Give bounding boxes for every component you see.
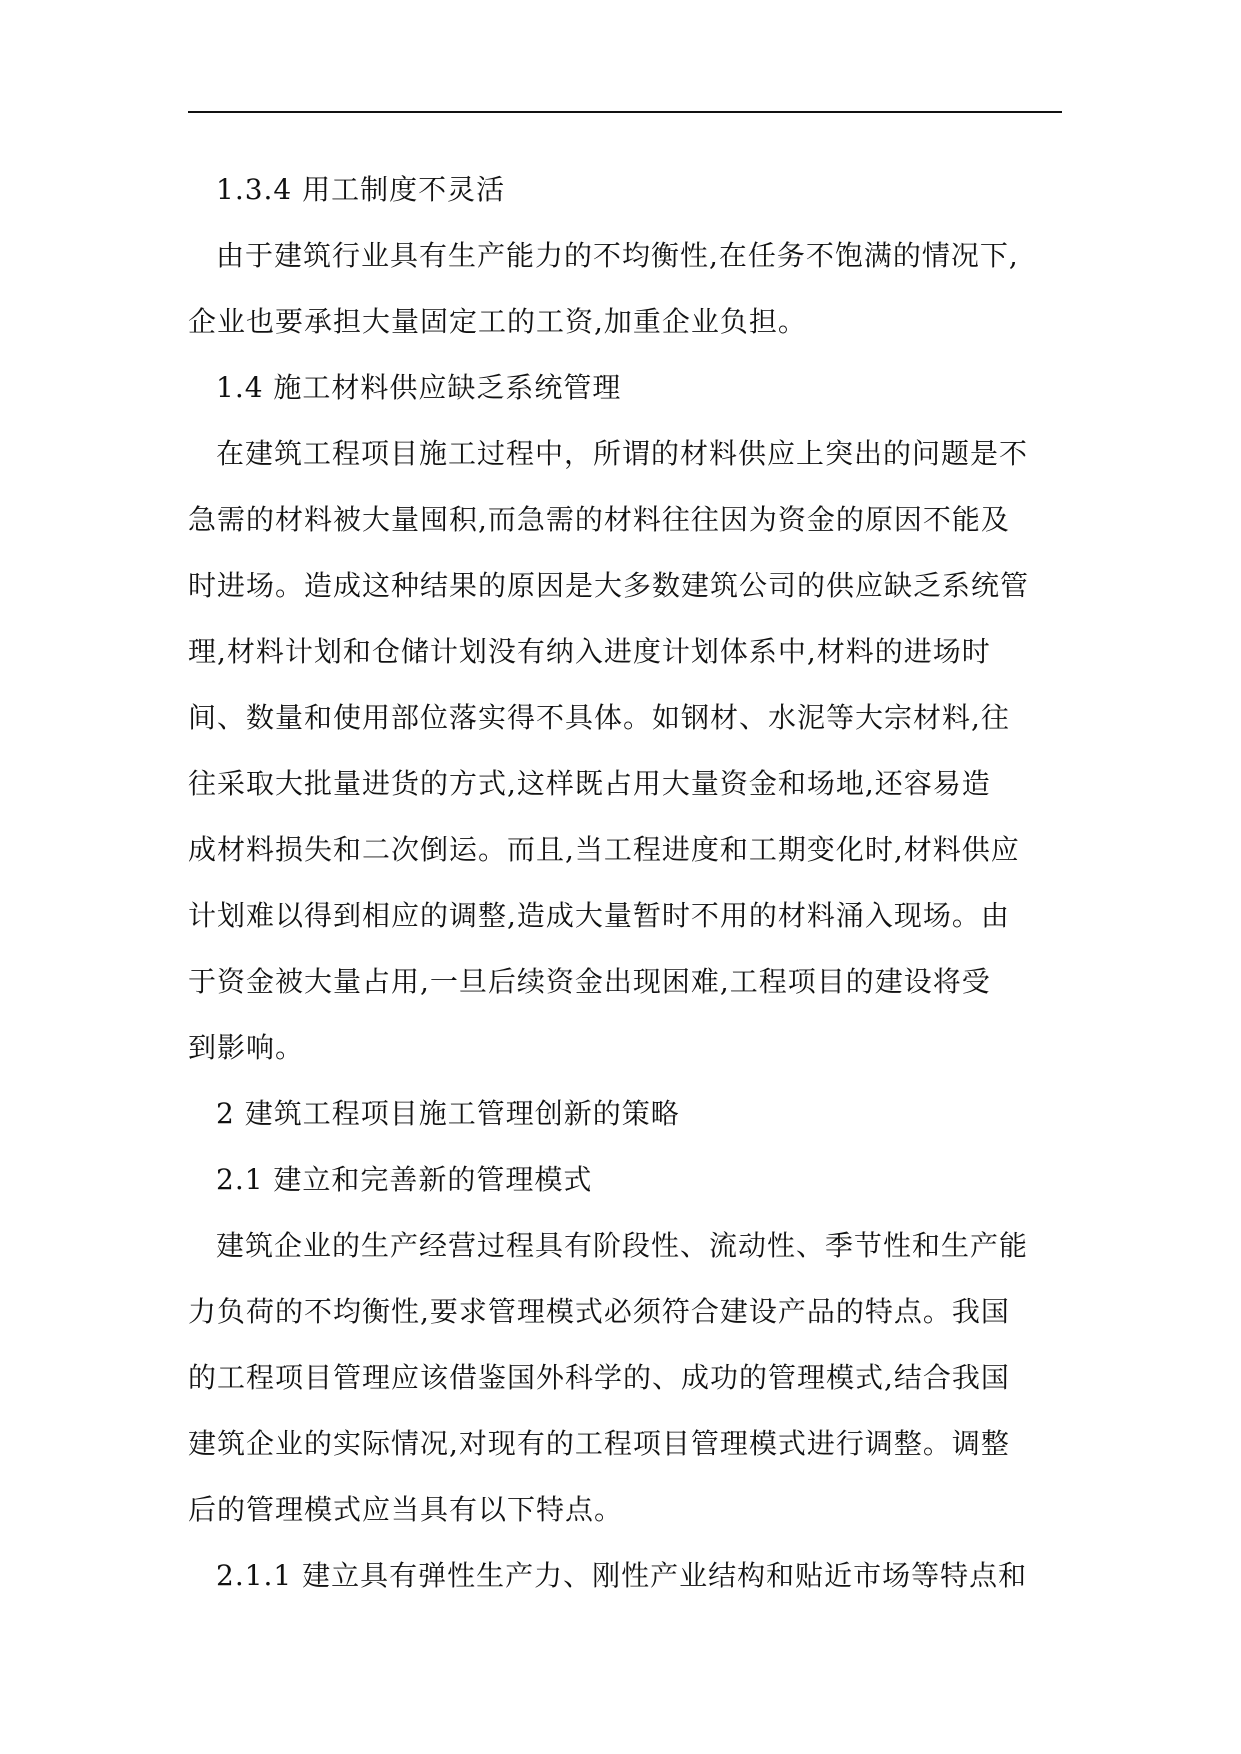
paragraph-line: 急需的材料被大量囤积,而急需的材料往往因为资金的原因不能及 bbox=[188, 503, 1010, 536]
subheading-1-4: 1.4 施工材料供应缺乏系统管理 bbox=[216, 371, 622, 404]
paragraph-line: 由于建筑行业具有生产能力的不均衡性,在任务不饱满的情况下, bbox=[216, 239, 1019, 272]
subheading-2-1-1: 2.1.1 建立具有弹性生产力、刚性产业结构和贴近市场等特点和 bbox=[216, 1559, 1028, 1592]
paragraph-line: 企业也要承担大量固定工的工资,加重企业负担。 bbox=[188, 305, 807, 338]
paragraph-line: 到影响。 bbox=[188, 1031, 305, 1064]
header-rule bbox=[188, 111, 1062, 113]
paragraph-line: 在建筑工程项目施工过程中，所谓的材料供应上突出的问题是不 bbox=[216, 437, 1029, 470]
paragraph-line: 理,材料计划和仓储计划没有纳入进度计划体系中,材料的进场时 bbox=[188, 635, 991, 668]
paragraph-line: 建筑企业的生产经营过程具有阶段性、流动性、季节性和生产能 bbox=[216, 1229, 1029, 1262]
subheading-2-1: 2.1 建立和完善新的管理模式 bbox=[216, 1163, 593, 1196]
paragraph-line: 成材料损失和二次倒运。而且,当工程进度和工期变化时,材料供应 bbox=[188, 833, 1020, 866]
paragraph-line: 间、数量和使用部位落实得不具体。如钢材、水泥等大宗材料,往 bbox=[188, 701, 1010, 734]
paragraph-line: 建筑企业的实际情况,对现有的工程项目管理模式进行调整。调整 bbox=[188, 1427, 1010, 1460]
subheading-1-3-4: 1.3.4 用工制度不灵活 bbox=[216, 173, 506, 206]
paragraph-line: 于资金被大量占用,一旦后续资金出现困难,工程项目的建设将受 bbox=[188, 965, 991, 998]
paragraph-line: 力负荷的不均衡性,要求管理模式必须符合建设产品的特点。我国 bbox=[188, 1295, 1010, 1328]
document-body bbox=[188, 157, 1068, 1609]
paragraph-line: 后的管理模式应当具有以下特点。 bbox=[188, 1493, 624, 1526]
paragraph-line: 时进场。造成这种结果的原因是大多数建筑公司的供应缺乏系统管 bbox=[188, 569, 1030, 602]
heading-2: 2 建筑工程项目施工管理创新的策略 bbox=[216, 1097, 680, 1130]
paragraph-line: 的工程项目管理应该借鉴国外科学的、成功的管理模式,结合我国 bbox=[188, 1361, 1010, 1394]
paragraph-line: 往采取大批量进货的方式,这样既占用大量资金和场地,还容易造 bbox=[188, 767, 991, 800]
paragraph-line: 计划难以得到相应的调整,造成大量暂时不用的材料涌入现场。由 bbox=[188, 899, 1010, 932]
